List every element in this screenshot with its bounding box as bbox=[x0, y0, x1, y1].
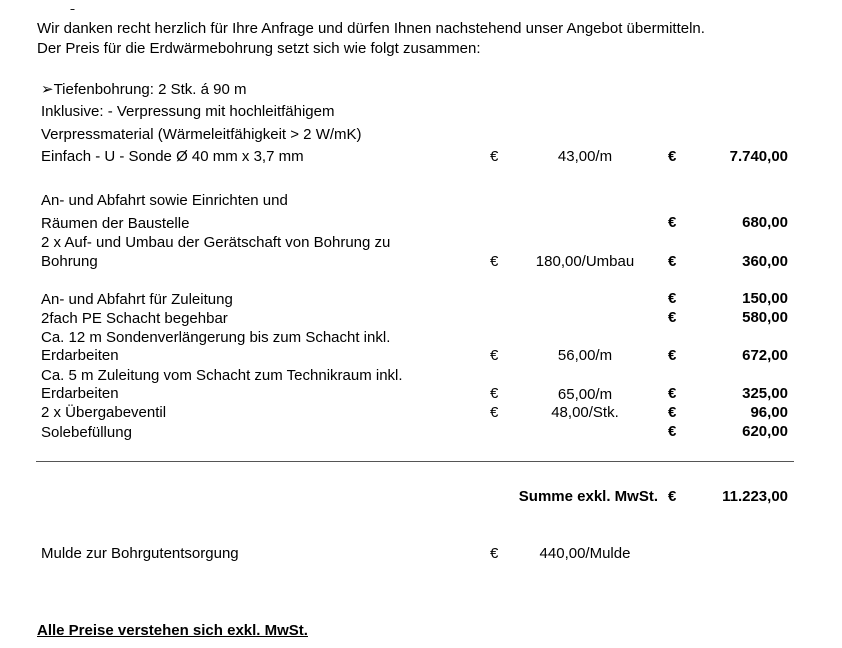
line-mulde: Mulde zur Bohrgutentsorgung bbox=[41, 545, 239, 562]
line-raeumen: Räumen der Baustelle bbox=[41, 215, 190, 232]
unit-price-uebergabeventil: 48,00/Stk. bbox=[551, 404, 619, 421]
euro-sign: € bbox=[668, 488, 677, 505]
euro-sign: € bbox=[668, 290, 677, 307]
line-uebergabeventil: 2 x Übergabeventil bbox=[41, 404, 167, 421]
unit-price-sonde: 43,00/m bbox=[557, 148, 613, 165]
euro-sign: € bbox=[668, 423, 677, 440]
summary-amount: 11.223,00 bbox=[722, 488, 788, 505]
amount-sonde: 7.740,00 bbox=[729, 148, 788, 165]
amount-solebefuellung: 620,00 bbox=[742, 423, 788, 440]
amount-zuleitung: 325,00 bbox=[742, 385, 788, 402]
euro-sign: € bbox=[668, 404, 677, 421]
amount-schacht: 580,00 bbox=[742, 309, 788, 326]
summary-divider bbox=[36, 461, 794, 462]
line-anfahrt-einrichten: An- und Abfahrt sowie Einrichten und bbox=[41, 192, 288, 209]
unit-price-sondenverlaengerung: 56,00/m bbox=[557, 347, 613, 364]
euro-sign: € bbox=[490, 347, 499, 364]
line-sondenverlaengerung: Ca. 12 m Sondenverlängerung bis zum Schacht inkl. bbox=[41, 329, 391, 346]
line-verpressmaterial: Verpressmaterial (Wärmeleitfähigkeit > 2 W/mK) bbox=[41, 126, 362, 143]
footer-note: Alle Preise verstehen sich exkl. MwSt. bbox=[37, 622, 308, 639]
euro-sign: € bbox=[668, 253, 677, 270]
intro-line-2: Der Preis für die Erdwärmebohrung setzt sich wie folgt zusammen: bbox=[37, 40, 481, 57]
euro-sign: € bbox=[668, 148, 677, 165]
line-solebefuellung: Solebefüllung bbox=[41, 424, 132, 441]
euro-sign: € bbox=[490, 404, 499, 421]
line-tiefenbohrung: ➢Tiefenbohrung: 2 Stk. á 90 m bbox=[41, 81, 247, 98]
euro-sign: € bbox=[490, 253, 499, 270]
unit-price-umbau: 180,00/Umbau bbox=[535, 253, 635, 270]
top-edge-mark: ˍ bbox=[70, 0, 75, 12]
line-sonde: Einfach - U - Sonde Ø 40 mm x 3,7 mm bbox=[41, 148, 304, 165]
intro-line-1: Wir danken recht herzlich für Ihre Anfrage und dürfen Ihnen nachstehend unser Angebot übermitteln. bbox=[37, 20, 705, 37]
line-erdarbeiten-1: Erdarbeiten bbox=[41, 347, 119, 364]
unit-price-mulde: 440,00/Mulde bbox=[539, 545, 631, 562]
line-zuleitung-anfahrt: An- und Abfahrt für Zuleitung bbox=[41, 291, 233, 308]
euro-sign: € bbox=[668, 214, 677, 231]
line-umbau: 2 x Auf- und Umbau der Gerätschaft von Bohrung zu bbox=[41, 234, 391, 251]
summary-label: Summe exkl. MwSt. bbox=[518, 488, 658, 505]
line-zuleitung-technikraum: Ca. 5 m Zuleitung vom Schacht zum Technikraum inkl. bbox=[41, 367, 403, 384]
euro-sign: € bbox=[490, 545, 499, 562]
amount-uebergabeventil: 96,00 bbox=[750, 404, 788, 421]
euro-sign: € bbox=[668, 309, 677, 326]
amount-umbau: 360,00 bbox=[742, 253, 788, 270]
amount-zuleitung-anfahrt: 150,00 bbox=[742, 290, 788, 307]
line-schacht: 2fach PE Schacht begehbar bbox=[41, 310, 228, 327]
amount-sondenverlaengerung: 672,00 bbox=[742, 347, 788, 364]
line-bohrung: Bohrung bbox=[41, 253, 98, 270]
line-inklusive: Inklusive: - Verpressung mit hochleitfähigem bbox=[41, 103, 335, 120]
euro-sign: € bbox=[668, 385, 677, 402]
line-erdarbeiten-2: Erdarbeiten bbox=[41, 385, 119, 402]
euro-sign: € bbox=[668, 347, 677, 364]
euro-sign: € bbox=[490, 385, 499, 402]
amount-baustelle: 680,00 bbox=[742, 214, 788, 231]
unit-price-zuleitung: 65,00/m bbox=[557, 386, 613, 403]
euro-sign: € bbox=[490, 148, 499, 165]
